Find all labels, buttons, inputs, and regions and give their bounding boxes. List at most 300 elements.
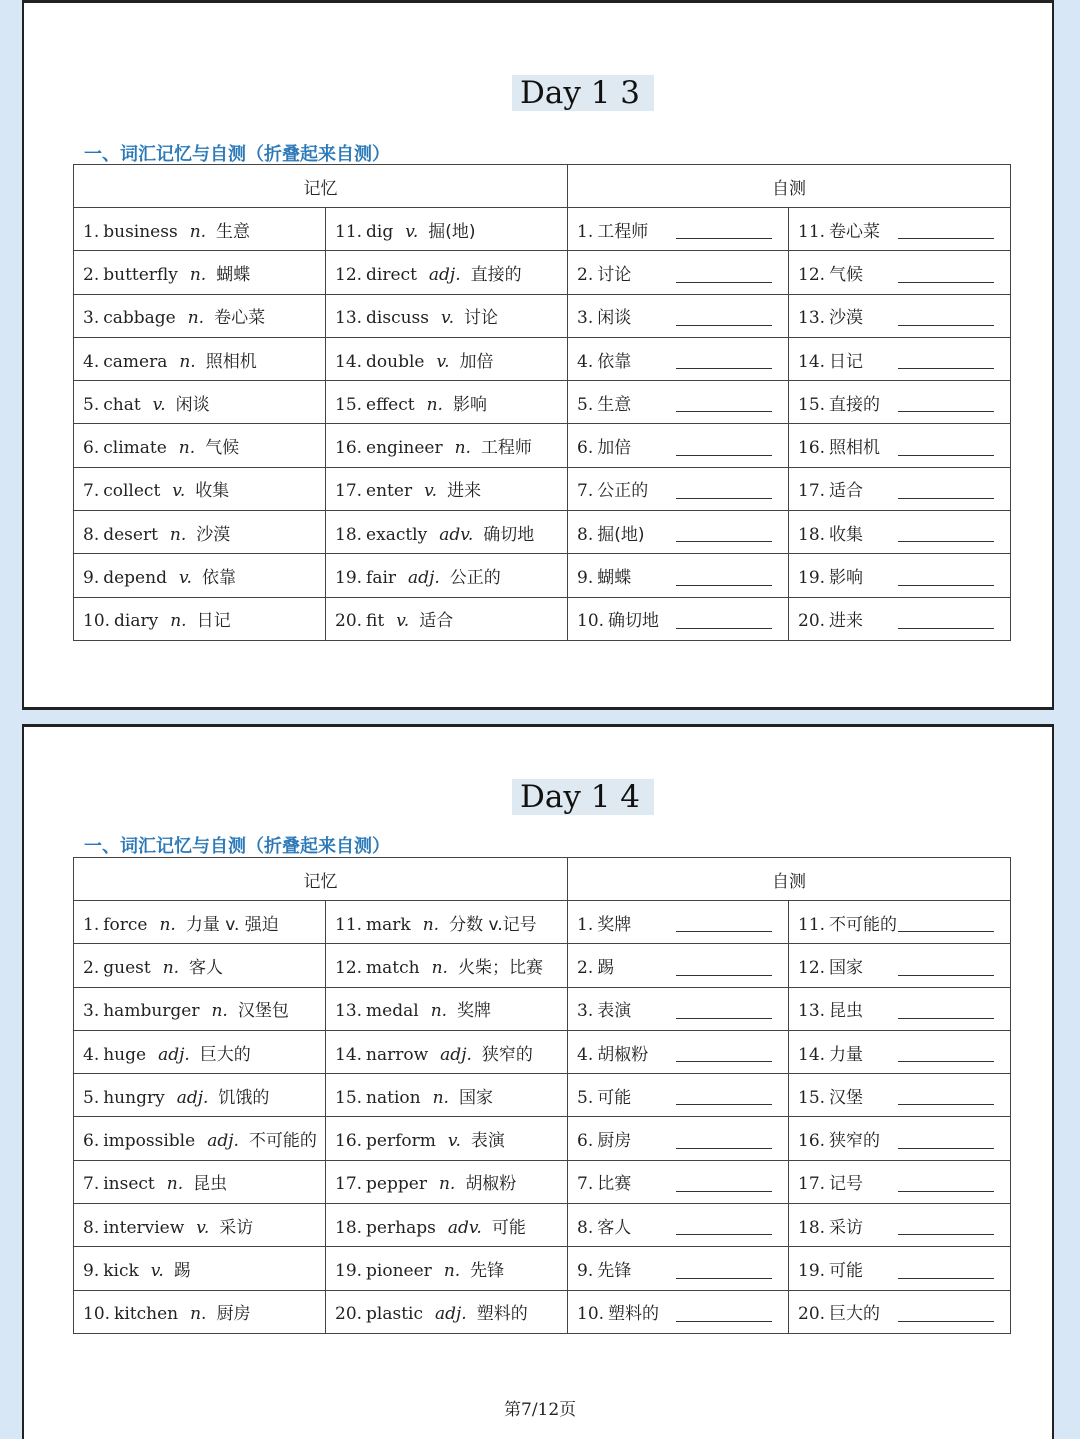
test-prompt: 气候 <box>829 264 864 285</box>
test-prompt: 讨论 <box>597 264 632 285</box>
table-row <box>74 511 1011 554</box>
self-test-entry <box>568 901 789 944</box>
section-heading: 一、词汇记忆与自测（折叠起来自测） <box>84 144 390 165</box>
entry-number: 18. <box>798 1217 826 1238</box>
self-test-entry <box>789 944 1011 987</box>
chinese-meaning: 采访 <box>219 1217 254 1238</box>
answer-blank[interactable] <box>676 1104 772 1105</box>
part-of-speech: v. <box>441 308 455 329</box>
table-row <box>74 251 1011 294</box>
test-prompt: 日记 <box>829 351 864 372</box>
memory-entry <box>326 1290 568 1333</box>
table-row <box>74 294 1011 337</box>
test-prompt: 依靠 <box>597 351 632 372</box>
memory-entry <box>74 1247 326 1290</box>
test-prompt: 力量 <box>829 1044 864 1065</box>
table-row <box>74 1030 1011 1073</box>
chinese-meaning: 奖牌 <box>457 1001 492 1022</box>
entry-number: 2. <box>83 264 100 285</box>
test-prompt: 加倍 <box>597 438 632 459</box>
part-of-speech: v. <box>424 481 438 502</box>
memory-entry <box>74 294 326 337</box>
english-word: pepper <box>366 1174 427 1195</box>
test-prompt: 照相机 <box>829 438 881 459</box>
memory-entry <box>74 381 326 424</box>
answer-blank[interactable] <box>898 975 994 976</box>
memory-entry <box>74 1160 326 1203</box>
english-word: direct <box>366 264 417 285</box>
english-word: impossible <box>103 1131 196 1152</box>
entry-number: 9. <box>83 568 100 589</box>
chinese-meaning: 不可能的 <box>248 1131 317 1152</box>
memory-entry <box>74 208 326 251</box>
test-prompt: 工程师 <box>597 221 649 242</box>
chinese-meaning: 先锋 <box>470 1261 505 1282</box>
memory-entry <box>74 597 326 640</box>
day-title: Day 1 3 <box>512 75 654 111</box>
part-of-speech: n. <box>426 394 443 415</box>
memory-entry <box>326 597 568 640</box>
chinese-meaning: 闲谈 <box>175 394 210 415</box>
part-of-speech: n. <box>159 914 176 935</box>
answer-blank[interactable] <box>898 1234 994 1235</box>
answer-blank[interactable] <box>898 411 994 412</box>
self-test-entry <box>568 1204 789 1247</box>
english-word: effect <box>366 394 415 415</box>
self-test-entry <box>568 1160 789 1203</box>
answer-blank[interactable] <box>676 368 772 369</box>
part-of-speech: v. <box>405 221 419 242</box>
entry-number: 16. <box>798 1131 826 1152</box>
part-of-speech: n. <box>189 221 207 242</box>
table-row <box>74 1160 1011 1203</box>
entry-number: 10. <box>577 1304 605 1325</box>
table-row <box>74 901 1011 944</box>
english-word: perhaps <box>366 1217 436 1238</box>
entry-number: 3. <box>577 308 594 329</box>
english-word: perform <box>366 1131 436 1152</box>
answer-blank[interactable] <box>898 1278 994 1279</box>
english-word: mark <box>366 914 411 935</box>
entry-number: 13. <box>798 308 826 329</box>
test-prompt: 蝴蝶 <box>597 568 632 589</box>
memory-entry <box>326 467 568 510</box>
table-row <box>74 1074 1011 1117</box>
table-row <box>74 1247 1011 1290</box>
memory-entry <box>326 1030 568 1073</box>
self-test-entry <box>568 381 789 424</box>
self-test-entry <box>568 251 789 294</box>
entry-number: 6. <box>577 1131 594 1152</box>
test-prompt: 汉堡 <box>829 1087 864 1108</box>
answer-blank[interactable] <box>676 585 772 586</box>
entry-number: 13. <box>335 308 363 329</box>
table-row <box>74 597 1011 640</box>
test-prompt: 记号 <box>829 1174 864 1195</box>
answer-blank[interactable] <box>898 368 994 369</box>
part-of-speech: n. <box>443 1261 461 1282</box>
entry-number: 1. <box>577 221 594 242</box>
test-prompt: 不可能的 <box>829 914 898 935</box>
test-header: 自测 <box>568 165 1011 208</box>
memory-entry <box>326 337 568 380</box>
memory-entry <box>74 944 326 987</box>
test-header: 自测 <box>568 858 1011 901</box>
entry-number: 3. <box>83 1001 100 1022</box>
entry-number: 7. <box>83 481 100 502</box>
self-test-entry <box>568 1074 789 1117</box>
self-test-entry <box>789 251 1011 294</box>
test-prompt: 国家 <box>829 957 864 978</box>
entry-number: 12. <box>335 264 363 285</box>
memory-entry <box>74 1074 326 1117</box>
english-word: kick <box>103 1261 139 1282</box>
self-test-entry <box>568 597 789 640</box>
self-test-entry <box>568 467 789 510</box>
answer-blank[interactable] <box>898 541 994 542</box>
entry-number: 15. <box>335 1087 363 1108</box>
chinese-meaning: 汉堡包 <box>237 1001 289 1022</box>
part-of-speech: n. <box>162 957 180 978</box>
memory-entry <box>326 511 568 554</box>
chinese-meaning: 昆虫 <box>193 1174 228 1195</box>
memory-entry <box>74 1290 326 1333</box>
entry-number: 13. <box>798 1001 826 1022</box>
table-row <box>74 987 1011 1030</box>
answer-blank[interactable] <box>676 1061 772 1062</box>
entry-number: 19. <box>798 1261 826 1282</box>
entry-number: 2. <box>83 957 100 978</box>
entry-number: 17. <box>335 1174 363 1195</box>
self-test-entry <box>789 208 1011 251</box>
chinese-meaning: 依靠 <box>201 568 236 589</box>
part-of-speech: n. <box>422 914 440 935</box>
chinese-meaning: 蝴蝶 <box>216 264 251 285</box>
self-test-entry <box>789 467 1011 510</box>
self-test-entry <box>789 901 1011 944</box>
english-word: butterfly <box>103 264 178 285</box>
entry-number: 12. <box>335 957 363 978</box>
answer-blank[interactable] <box>676 1191 772 1192</box>
chinese-meaning: 公正的 <box>449 568 501 589</box>
memory-entry <box>326 1160 568 1203</box>
test-prompt: 昆虫 <box>829 1001 864 1022</box>
test-prompt: 可能 <box>597 1087 632 1108</box>
test-prompt: 卷心菜 <box>829 221 881 242</box>
answer-blank[interactable] <box>898 282 994 283</box>
entry-number: 20. <box>335 1304 363 1325</box>
english-word: narrow <box>366 1044 429 1065</box>
entry-number: 12. <box>798 264 826 285</box>
chinese-meaning: 踢 <box>173 1261 191 1282</box>
table-row <box>74 944 1011 987</box>
answer-blank[interactable] <box>898 238 994 239</box>
chinese-meaning: 生意 <box>216 221 251 242</box>
entry-number: 14. <box>335 351 363 372</box>
answer-blank[interactable] <box>676 931 772 932</box>
test-prompt: 收集 <box>829 524 864 545</box>
memory-header: 记忆 <box>74 165 568 208</box>
answer-blank[interactable] <box>898 628 994 629</box>
test-prompt: 胡椒粉 <box>597 1044 649 1065</box>
table-row <box>74 554 1011 597</box>
entry-number: 7. <box>577 1174 594 1195</box>
chinese-meaning: 卷心菜 <box>214 308 266 329</box>
entry-number: 16. <box>798 438 826 459</box>
part-of-speech: adj. <box>176 1087 209 1108</box>
entry-number: 11. <box>335 914 363 935</box>
self-test-entry <box>789 554 1011 597</box>
self-test-entry <box>789 1247 1011 1290</box>
answer-blank[interactable] <box>676 1278 772 1279</box>
test-prompt: 进来 <box>829 611 864 632</box>
entry-number: 12. <box>798 957 826 978</box>
entry-number: 4. <box>577 1044 594 1065</box>
memory-entry <box>74 1030 326 1073</box>
part-of-speech: v. <box>150 1261 164 1282</box>
answer-blank[interactable] <box>676 541 772 542</box>
self-test-entry <box>789 987 1011 1030</box>
english-word: hamburger <box>103 1001 200 1022</box>
answer-blank[interactable] <box>898 1018 994 1019</box>
self-test-entry <box>568 987 789 1030</box>
entry-number: 18. <box>335 1217 363 1238</box>
entry-number: 3. <box>83 308 100 329</box>
memory-entry <box>74 1204 326 1247</box>
entry-number: 17. <box>798 481 826 502</box>
self-test-entry <box>789 1204 1011 1247</box>
entry-number: 5. <box>83 394 100 415</box>
self-test-entry <box>568 424 789 467</box>
answer-blank[interactable] <box>676 1018 772 1019</box>
entry-number: 19. <box>335 568 363 589</box>
chinese-meaning: 国家 <box>458 1087 493 1108</box>
memory-entry <box>74 987 326 1030</box>
part-of-speech: v. <box>196 1217 210 1238</box>
part-of-speech: adj. <box>158 1044 190 1065</box>
answer-blank[interactable] <box>676 1148 772 1149</box>
worksheet-day14 <box>22 724 1054 1439</box>
part-of-speech: n. <box>166 1174 184 1195</box>
english-word: insect <box>103 1174 155 1195</box>
test-prompt: 狭窄的 <box>829 1131 881 1152</box>
memory-entry <box>74 1117 326 1160</box>
chinese-meaning: 工程师 <box>480 438 532 459</box>
self-test-entry <box>568 511 789 554</box>
self-test-entry <box>568 208 789 251</box>
english-word: huge <box>103 1044 147 1065</box>
english-word: nation <box>366 1087 421 1108</box>
test-prompt: 踢 <box>597 957 615 978</box>
chinese-meaning: 客人 <box>189 957 224 978</box>
table-row <box>74 381 1011 424</box>
entry-number: 4. <box>83 1044 100 1065</box>
entry-number: 20. <box>798 1304 826 1325</box>
test-prompt: 采访 <box>829 1217 864 1238</box>
entry-number: 15. <box>335 394 363 415</box>
answer-blank[interactable] <box>676 411 772 412</box>
entry-number: 14. <box>798 351 826 372</box>
answer-blank[interactable] <box>898 1061 994 1062</box>
table-row <box>74 1204 1011 1247</box>
entry-number: 7. <box>577 481 594 502</box>
answer-blank[interactable] <box>676 238 772 239</box>
part-of-speech: n. <box>190 1304 207 1325</box>
english-word: pioneer <box>366 1261 432 1282</box>
answer-blank[interactable] <box>898 931 994 932</box>
test-prompt: 可能 <box>829 1261 864 1282</box>
english-word: guest <box>103 957 151 978</box>
english-word: enter <box>366 481 413 502</box>
test-prompt: 直接的 <box>829 394 881 415</box>
answer-blank[interactable] <box>898 325 994 326</box>
english-word: climate <box>103 438 167 459</box>
vocab-table <box>73 857 1011 1334</box>
part-of-speech: adv. <box>447 1217 482 1238</box>
chinese-meaning: 确切地 <box>483 524 535 545</box>
test-prompt: 掘(地) <box>597 524 645 545</box>
entry-number: 11. <box>798 914 826 935</box>
chinese-meaning: 厨房 <box>216 1304 251 1325</box>
entry-number: 9. <box>577 568 594 589</box>
english-word: chat <box>103 394 141 415</box>
english-word: diary <box>114 611 159 632</box>
chinese-meaning: 巨大的 <box>199 1044 251 1065</box>
self-test-entry <box>568 554 789 597</box>
memory-entry <box>326 424 568 467</box>
chinese-meaning: 影响 <box>452 394 487 415</box>
answer-blank[interactable] <box>676 455 772 456</box>
answer-blank[interactable] <box>898 1321 994 1322</box>
entry-number: 20. <box>335 611 363 632</box>
part-of-speech: v. <box>436 351 450 372</box>
memory-entry <box>326 208 568 251</box>
self-test-entry <box>789 424 1011 467</box>
entry-number: 19. <box>335 1261 363 1282</box>
part-of-speech: n. <box>179 351 196 372</box>
part-of-speech: n. <box>432 1087 449 1108</box>
chinese-meaning: 表演 <box>470 1131 505 1152</box>
english-word: hungry <box>103 1087 165 1108</box>
answer-blank[interactable] <box>676 975 772 976</box>
page-number: 第7/12页 <box>504 1400 577 1420</box>
memory-entry <box>326 944 568 987</box>
memory-entry <box>326 901 568 944</box>
entry-number: 10. <box>577 611 605 632</box>
english-word: medal <box>366 1001 419 1022</box>
answer-blank[interactable] <box>898 455 994 456</box>
self-test-entry <box>568 1290 789 1333</box>
chinese-meaning: 进来 <box>447 481 482 502</box>
english-word: double <box>366 351 425 372</box>
chinese-meaning: 塑料的 <box>476 1304 528 1325</box>
answer-blank[interactable] <box>676 282 772 283</box>
test-prompt: 公正的 <box>597 481 649 502</box>
chinese-meaning: 胡椒粉 <box>465 1174 517 1195</box>
memory-entry <box>326 987 568 1030</box>
part-of-speech: n. <box>430 1001 448 1022</box>
english-word: kitchen <box>114 1304 179 1325</box>
test-prompt: 塑料的 <box>608 1304 660 1325</box>
memory-entry <box>74 424 326 467</box>
english-word: fit <box>366 611 385 632</box>
entry-number: 17. <box>798 1174 826 1195</box>
memory-entry <box>326 1247 568 1290</box>
english-word: plastic <box>366 1304 424 1325</box>
answer-blank[interactable] <box>898 1104 994 1105</box>
english-word: fair <box>366 568 397 589</box>
vocab-table <box>73 164 1011 641</box>
test-prompt: 先锋 <box>597 1261 632 1282</box>
self-test-entry <box>568 1247 789 1290</box>
answer-blank[interactable] <box>676 498 772 499</box>
worksheet-day13 <box>22 0 1054 710</box>
test-prompt: 比赛 <box>597 1174 632 1195</box>
self-test-entry <box>789 381 1011 424</box>
english-word: discuss <box>366 308 430 329</box>
table-row <box>74 208 1011 251</box>
answer-blank[interactable] <box>898 498 994 499</box>
chinese-meaning: 适合 <box>419 611 454 632</box>
memory-header: 记忆 <box>74 858 568 901</box>
table-row <box>74 467 1011 510</box>
self-test-entry <box>789 1290 1011 1333</box>
test-prompt: 表演 <box>597 1001 632 1022</box>
self-test-entry <box>789 1117 1011 1160</box>
chinese-meaning: 掘(地) <box>428 221 476 242</box>
entry-number: 1. <box>577 914 594 935</box>
answer-blank[interactable] <box>676 628 772 629</box>
chinese-meaning: 可能 <box>491 1217 526 1238</box>
entry-number: 13. <box>335 1001 363 1022</box>
self-test-entry <box>568 944 789 987</box>
entry-number: 3. <box>577 1001 594 1022</box>
answer-blank[interactable] <box>676 325 772 326</box>
chinese-meaning: 加倍 <box>459 351 494 372</box>
part-of-speech: v. <box>152 394 166 415</box>
entry-number: 1. <box>83 221 100 242</box>
entry-number: 8. <box>577 1217 594 1238</box>
answer-blank[interactable] <box>898 1148 994 1149</box>
entry-number: 4. <box>83 351 100 372</box>
chinese-meaning: 沙漠 <box>196 524 231 545</box>
memory-entry <box>326 1074 568 1117</box>
entry-number: 19. <box>798 568 826 589</box>
entry-number: 18. <box>335 524 363 545</box>
part-of-speech: adj. <box>440 1044 472 1065</box>
answer-blank[interactable] <box>676 1321 772 1322</box>
memory-entry <box>326 381 568 424</box>
chinese-meaning: 直接的 <box>470 264 522 285</box>
part-of-speech: adj. <box>408 568 440 589</box>
chinese-meaning: 收集 <box>195 481 230 502</box>
answer-blank[interactable] <box>898 585 994 586</box>
chinese-meaning: 讨论 <box>464 308 499 329</box>
memory-entry <box>326 294 568 337</box>
entry-number: 9. <box>577 1261 594 1282</box>
answer-blank[interactable] <box>898 1191 994 1192</box>
memory-entry <box>326 1204 568 1247</box>
part-of-speech: n. <box>431 957 448 978</box>
entry-number: 14. <box>335 1044 363 1065</box>
entry-number: 10. <box>83 1304 111 1325</box>
test-prompt: 确切地 <box>608 611 660 632</box>
part-of-speech: n. <box>211 1001 228 1022</box>
english-word: camera <box>103 351 168 372</box>
memory-entry <box>74 467 326 510</box>
part-of-speech: v. <box>396 611 410 632</box>
answer-blank[interactable] <box>676 1234 772 1235</box>
